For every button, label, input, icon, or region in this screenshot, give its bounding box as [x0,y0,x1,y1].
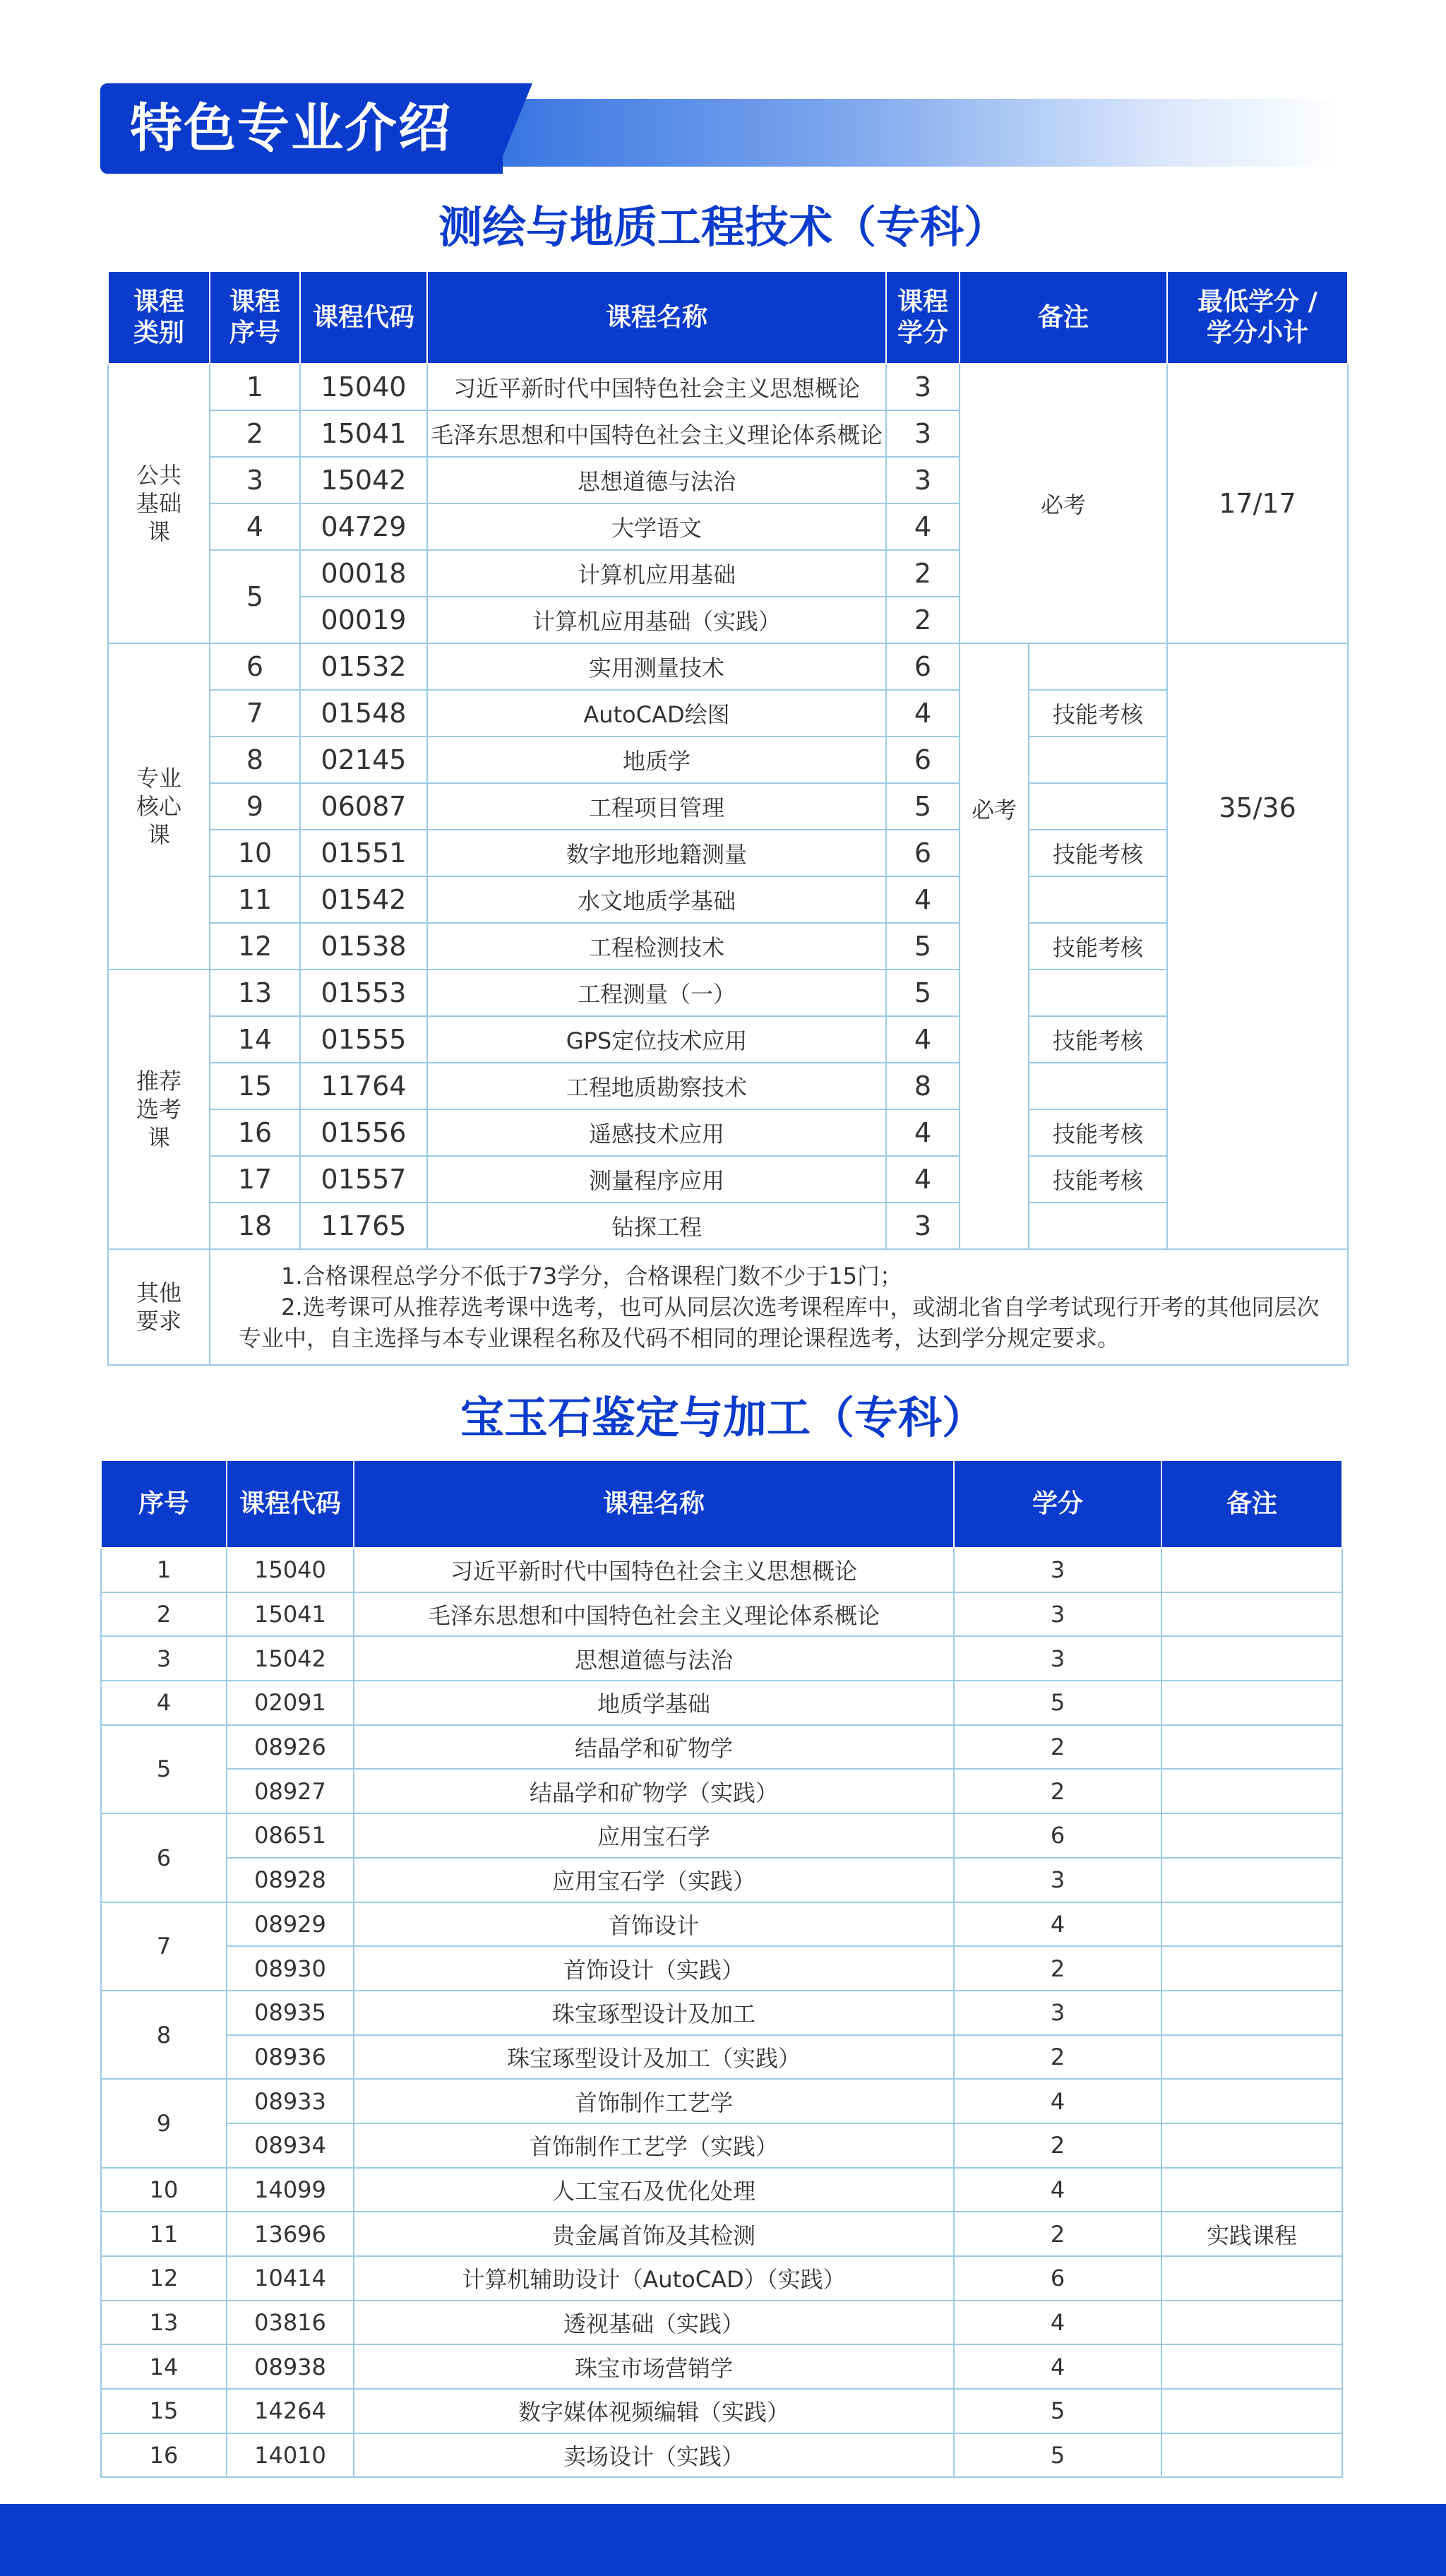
credit-cell: 2 [954,2035,1161,2080]
code-cell: 08929 [227,1902,354,1947]
seq-cell: 16 [101,2433,227,2478]
name-cell: 思想道德与法治 [354,1636,954,1681]
table-row [101,1946,1342,1991]
public-subtotal: 17/17 [1167,364,1348,643]
name-cell: 应用宝石学（实践） [354,1858,954,1902]
seq-cell: 6 [101,1813,227,1902]
seq-cell: 12 [210,923,300,970]
seq-cell: 13 [101,2301,227,2345]
code-cell: 00019 [300,597,427,643]
table-row [108,364,1348,410]
seq-cell: 1 [210,364,300,410]
credit-cell: 5 [954,2433,1161,2478]
header-credit [886,271,960,364]
survey-geology-course-table [107,270,1349,1366]
credit-cell: 4 [886,1109,960,1156]
core-remark: 必考 [960,643,1029,1249]
code-cell: 08935 [227,1991,354,2035]
code-cell: 08928 [227,1858,354,1902]
credit-cell: 6 [886,643,960,690]
category-core-text: 专业核心课 [136,765,181,848]
seq-cell: 11 [210,876,300,923]
note-cell [1029,783,1167,830]
name-cell: 工程项目管理 [427,783,886,830]
credit-cell: 8 [886,1063,960,1109]
seq-cell: 8 [210,737,300,783]
name-cell: GPS定位技术应用 [427,1016,886,1063]
seq-cell: 12 [101,2256,227,2301]
gem-course-table [100,1460,1343,2478]
header-seq [210,271,300,364]
credit-cell: 6 [886,737,960,783]
table-row [108,1063,1348,1109]
credit-cell: 4 [954,1902,1161,1947]
note-cell [1161,2123,1342,2168]
table-row [108,690,1348,737]
seq-cell: 9 [101,2079,227,2167]
code-cell: 11764 [300,1063,427,1109]
note-cell [1161,2168,1342,2212]
credit-cell: 5 [886,783,960,830]
credit-cell: 4 [886,876,960,923]
seq-cell: 10 [210,830,300,876]
code-cell: 11765 [300,1203,427,1249]
seq-cell: 18 [210,1203,300,1249]
credit-cell: 6 [954,1813,1161,1858]
code-cell: 14264 [227,2389,354,2433]
header-min-credit [1167,271,1348,364]
table-row [101,1681,1342,1725]
credit-cell: 5 [886,970,960,1016]
code-cell: 15042 [300,457,427,503]
code-cell: 08930 [227,1946,354,1991]
note-cell [1029,970,1167,1016]
other-requirements [210,1249,1348,1365]
code-cell: 14010 [227,2433,354,2478]
table-row [108,876,1348,923]
name-cell: 思想道德与法治 [427,457,886,503]
seq-cell: 15 [101,2389,227,2433]
category-other [108,1249,210,1365]
seq-cell: 6 [210,643,300,690]
name-cell: 首饰设计（实践） [354,1946,954,1991]
name-cell: 大学语文 [427,503,886,550]
header-min-credit-text: 最低学分 / 学分小计 [1197,287,1317,347]
code-cell: 02091 [227,1681,354,1725]
name-cell: 计算机应用基础 [427,550,886,597]
header-name: 课程名称 [427,271,886,364]
seq-cell: 13 [210,970,300,1016]
seq-cell: 1 [101,1548,227,1592]
name-cell: 首饰制作工艺学 [354,2079,954,2123]
credit-cell: 4 [954,2079,1161,2123]
note-cell [1029,643,1167,690]
note-cell [1161,2079,1342,2123]
note-cell: 技能考核 [1029,923,1167,970]
category-elective [108,970,210,1249]
name-cell: 珠宝市场营销学 [354,2344,954,2389]
note-cell [1029,1203,1167,1249]
credit-cell: 4 [886,503,960,550]
credit-cell: 2 [886,597,960,643]
seq-cell: 9 [210,783,300,830]
seq-cell: 7 [210,690,300,737]
name-cell: 计算机应用基础（实践） [427,597,886,643]
credit-cell: 4 [954,2168,1161,2212]
table-header-row [108,271,1348,364]
name-cell: 实用测量技术 [427,643,886,690]
seq-cell: 14 [101,2344,227,2389]
code-cell: 15041 [227,1592,354,1637]
table-row [101,1636,1342,1681]
credit-cell: 4 [886,690,960,737]
code-cell: 13696 [227,2212,354,2256]
section2-title: 宝玉石鉴定与加工（专科） [460,1392,986,1443]
note-cell [1161,2389,1342,2433]
note-cell [1161,1813,1342,1858]
table-row [101,1548,1342,1592]
seq-cell: 8 [101,1991,227,2079]
code-cell: 01557 [300,1156,427,1203]
code-cell: 15040 [227,1548,354,1592]
section1-title: 测绘与地质工程技术（专科） [438,201,1008,253]
table-row [101,1858,1342,1902]
table-row [108,1016,1348,1063]
code-cell: 08936 [227,2035,354,2080]
credit-cell: 2 [954,1769,1161,1813]
note-cell: 技能考核 [1029,690,1167,737]
name-cell: 地质学基础 [354,1681,954,1725]
banner-title: 特色专业介绍 [130,98,452,159]
banner-tab-tail [496,83,532,174]
code-cell: 08934 [227,2123,354,2168]
section-banner [100,83,1343,175]
table-row [101,2301,1342,2345]
table-row [101,2212,1342,2256]
credit-cell: 3 [954,1636,1161,1681]
credit-cell: 5 [954,1681,1161,1725]
credit-cell: 2 [954,1725,1161,1770]
table-row [101,2035,1342,2080]
table-header-row [101,1460,1342,1548]
note-cell: 实践课程 [1161,2212,1342,2256]
code-cell: 08933 [227,2079,354,2123]
seq-cell: 10 [101,2168,227,2212]
code-cell: 15042 [227,1636,354,1681]
code-cell: 08927 [227,1769,354,1813]
seq-cell: 5 [210,550,300,643]
note-cell [1161,1946,1342,1991]
credit-cell: 3 [886,457,960,503]
name-cell: 水文地质学基础 [427,876,886,923]
credit-cell: 5 [886,923,960,970]
banner-gradient [453,99,1343,167]
name-cell: 习近平新时代中国特色社会主义思想概论 [354,1548,954,1592]
seq-cell: 14 [210,1016,300,1063]
credit-cell: 6 [954,2256,1161,2301]
code-cell: 01556 [300,1109,427,1156]
note-cell [1161,1592,1342,1637]
code-cell: 01553 [300,970,427,1016]
note-cell [1161,1769,1342,1813]
credit-cell: 4 [954,2301,1161,2345]
name-cell: 工程地质勘察技术 [427,1063,886,1109]
table-row [101,1991,1342,2035]
credit-cell: 6 [886,830,960,876]
code-cell: 01532 [300,643,427,690]
note-cell [1029,737,1167,783]
header-category [108,271,210,364]
credit-cell: 2 [954,2212,1161,2256]
header-seq: 序号 [101,1460,227,1548]
note-cell: 技能考核 [1029,830,1167,876]
credit-cell: 2 [886,550,960,597]
name-cell: 数字媒体视频编辑（实践） [354,2389,954,2433]
table-row [101,2123,1342,2168]
table-row [108,970,1348,1016]
name-cell: 毛泽东思想和中国特色社会主义理论体系概论 [354,1592,954,1637]
code-cell: 14099 [227,2168,354,2212]
code-cell: 10414 [227,2256,354,2301]
code-cell: 01555 [300,1016,427,1063]
name-cell: 应用宝石学 [354,1813,954,1858]
table-row [108,830,1348,876]
code-cell: 01551 [300,830,427,876]
name-cell: 测量程序应用 [427,1156,886,1203]
name-cell: 首饰设计 [354,1902,954,1947]
code-cell: 15040 [300,364,427,410]
seq-cell: 3 [101,1636,227,1681]
header-name: 课程名称 [354,1460,954,1548]
table-row [108,1109,1348,1156]
code-cell: 01542 [300,876,427,923]
header-remark: 备注 [1161,1460,1342,1548]
note-cell [1161,2301,1342,2345]
seq-cell: 3 [210,457,300,503]
name-cell: 毛泽东思想和中国特色社会主义理论体系概论 [427,410,886,457]
table-row [101,1902,1342,1947]
note-cell [1161,2035,1342,2080]
table-row [101,2389,1342,2433]
requirement-line-2: 2.选考课可从推荐选考课中选考，也可从同层次选考课程库中，或湖北省自学考试现行开考的其他同层次专业中，自主选择与本专业课程名称及代码不相同的理论课程选考，达到学分规定要求。 [239,1294,1320,1352]
code-cell: 15041 [300,410,427,457]
name-cell: 结晶学和矿物学（实践） [354,1769,954,1813]
code-cell: 06087 [300,783,427,830]
category-other-text: 其他要求 [136,1280,181,1335]
note-cell [1161,1681,1342,1725]
name-cell: 钻探工程 [427,1203,886,1249]
table-row [108,1203,1348,1249]
credit-cell: 4 [886,1156,960,1203]
name-cell: 遥感技术应用 [427,1109,886,1156]
credit-cell: 3 [954,1548,1161,1592]
note-cell [1161,1548,1342,1592]
name-cell: 贵金属首饰及其检测 [354,2212,954,2256]
table-row [101,2344,1342,2389]
note-cell [1161,1858,1342,1902]
note-cell: 技能考核 [1029,1016,1167,1063]
name-cell: 数字地形地籍测量 [427,830,886,876]
header-credit-text: 课程学分 [897,287,948,347]
category-elective-text: 推荐选考课 [136,1068,181,1151]
table-row [108,643,1348,690]
table-row [101,1725,1342,1770]
header-code: 课程代码 [227,1460,354,1548]
note-cell [1161,1636,1342,1681]
name-cell: AutoCAD绘图 [427,690,886,737]
table-row [101,2168,1342,2212]
seq-cell: 4 [101,1681,227,1725]
table-row [101,1813,1342,1858]
note-cell [1161,2256,1342,2301]
name-cell: 首饰制作工艺学（实践） [354,2123,954,2168]
name-cell: 工程测量（一） [427,970,886,1016]
name-cell: 卖场设计（实践） [354,2433,954,2478]
table-row [101,2256,1342,2301]
core-subtotal: 35/36 [1167,643,1348,1249]
note-cell: 技能考核 [1029,1109,1167,1156]
credit-cell: 3 [886,410,960,457]
note-cell [1161,2433,1342,2478]
name-cell: 地质学 [427,737,886,783]
seq-cell: 16 [210,1109,300,1156]
code-cell: 02145 [300,737,427,783]
credit-cell: 4 [886,1016,960,1063]
table-row [101,1592,1342,1637]
code-cell: 04729 [300,503,427,550]
category-core [108,643,210,970]
name-cell: 珠宝琢型设计及加工 [354,1991,954,2035]
credit-cell: 3 [954,1991,1161,2035]
seq-cell: 11 [101,2212,227,2256]
credit-cell: 2 [954,2123,1161,2168]
header-seq-text: 课程序号 [229,287,280,347]
header-category-text: 课程类别 [133,287,184,347]
note-cell [1161,1991,1342,2035]
note-cell [1161,2344,1342,2389]
name-cell: 人工宝石及优化处理 [354,2168,954,2212]
note-cell [1029,876,1167,923]
seq-cell: 15 [210,1063,300,1109]
name-cell: 工程检测技术 [427,923,886,970]
category-public-text: 公共基础课 [136,462,181,545]
code-cell: 03816 [227,2301,354,2345]
name-cell: 珠宝琢型设计及加工（实践） [354,2035,954,2080]
header-code: 课程代码 [300,271,427,364]
table-row [108,783,1348,830]
note-cell [1161,1725,1342,1770]
seq-cell: 2 [101,1592,227,1637]
table-row [101,2079,1342,2123]
seq-cell: 5 [101,1725,227,1813]
note-cell [1161,1902,1342,1947]
name-cell: 计算机辅助设计（AutoCAD）（实践） [354,2256,954,2301]
credit-cell: 4 [954,2344,1161,2389]
requirement-line-1: 1.合格课程总学分不低于73学分，合格课程门数不少于15门； [281,1263,902,1289]
header-credit: 学分 [954,1460,1161,1548]
code-cell: 08651 [227,1813,354,1858]
seq-cell: 17 [210,1156,300,1203]
seq-cell: 2 [210,410,300,457]
code-cell: 00018 [300,550,427,597]
table-row [108,1156,1348,1203]
credit-cell: 3 [954,1858,1161,1902]
seq-cell: 4 [210,503,300,550]
gem-table-body [101,1548,1342,2477]
public-remark: 必考 [960,364,1167,643]
note-cell: 技能考核 [1029,1156,1167,1203]
credit-cell: 3 [954,1592,1161,1637]
table-row-other [108,1249,1348,1365]
table-row [101,1769,1342,1813]
code-cell: 08938 [227,2344,354,2389]
category-public [108,364,210,643]
code-cell: 01538 [300,923,427,970]
code-cell: 08926 [227,1725,354,1770]
table-row [101,2433,1342,2478]
credit-cell: 3 [886,364,960,410]
name-cell: 透视基础（实践） [354,2301,954,2345]
table-row [108,737,1348,783]
credit-cell: 5 [954,2389,1161,2433]
table-row [108,923,1348,970]
footer-bar [0,2504,1446,2576]
credit-cell: 3 [886,1203,960,1249]
note-cell [1029,1063,1167,1109]
name-cell: 结晶学和矿物学 [354,1725,954,1770]
header-remark: 备注 [960,271,1167,364]
credit-cell: 2 [954,1946,1161,1991]
name-cell: 习近平新时代中国特色社会主义思想概论 [427,364,886,410]
seq-cell: 7 [101,1902,227,1991]
code-cell: 01548 [300,690,427,737]
